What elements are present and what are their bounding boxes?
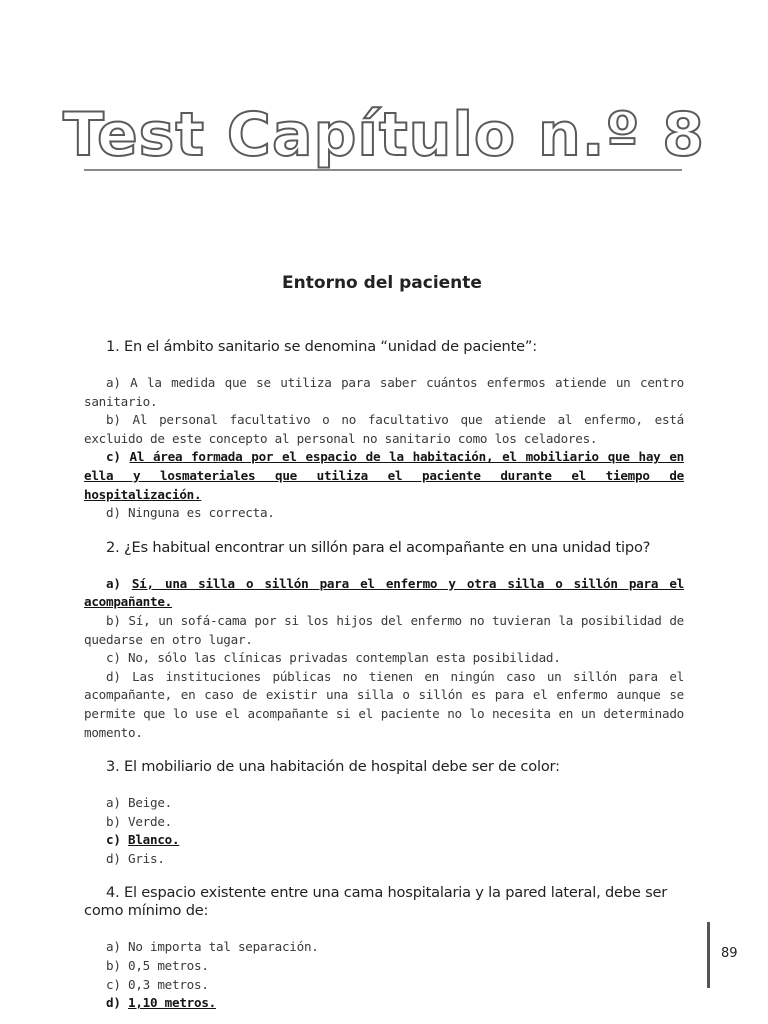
question-text: 3. El mobiliario de una habitación de hospital debe ser de color: bbox=[106, 758, 560, 776]
answer-option: a) No importa tal separación. bbox=[106, 939, 319, 955]
page-number: 89 bbox=[721, 946, 738, 961]
chapter-title: Test Capítulo n.º 8 bbox=[62, 100, 706, 170]
answer-option: c) No, sólo las clínicas privadas contemplan esta posibilidad. bbox=[106, 650, 561, 666]
question-list bbox=[84, 338, 684, 1013]
correct-answer-text: Al área formada por el espacio de la habitación, el mobiliario que hay en ella y losmateriales que utiliza el paciente durante el tiempo de hospitalización. bbox=[84, 449, 684, 502]
option-letter: d) bbox=[106, 995, 128, 1011]
question-2 bbox=[84, 539, 684, 742]
question-4 bbox=[84, 884, 684, 1012]
answer-list bbox=[84, 938, 684, 1012]
question-1 bbox=[84, 338, 684, 523]
option-letter: c) bbox=[106, 832, 128, 848]
answer-option: c) 0,3 metros. bbox=[106, 976, 209, 992]
answer-list bbox=[84, 374, 684, 523]
option-letter: c) bbox=[106, 449, 130, 465]
answer-option: b) Sí, un sofá-cama por si los hijos del enfermo no tuvieran la posibilidad de quedarse en otro lugar. bbox=[84, 612, 684, 647]
question-text: 2. ¿Es habitual encontrar un sillón para el acompañante en una unidad tipo? bbox=[106, 538, 651, 556]
question-text: 4. El espacio existente entre una cama hospitalaria y la pared lateral, debe ser como mínimo de: bbox=[84, 884, 668, 920]
correct-answer-option bbox=[84, 448, 684, 504]
section-title: Entorno del paciente bbox=[282, 273, 482, 293]
answer-list bbox=[84, 794, 684, 868]
answer-option: d) Las instituciones públicas no tienen en ningún caso un sillón para el acompañante, en caso de existir una silla o sillón es para el enfermo aunque se permite que lo use el acompañante si el paciente no lo necesita en un determinado momento. bbox=[84, 668, 684, 740]
correct-answer-option bbox=[84, 994, 684, 1013]
page-marker-bar bbox=[707, 922, 710, 988]
option-letter: a) bbox=[106, 575, 132, 591]
answer-option: b) 0,5 metros. bbox=[106, 958, 209, 974]
correct-answer-text: Blanco. bbox=[128, 832, 180, 848]
question-3 bbox=[84, 758, 684, 868]
question-text: 1. En el ámbito sanitario se denomina “unidad de paciente”: bbox=[106, 338, 537, 355]
correct-answer-text: 1,10 metros. bbox=[128, 995, 216, 1011]
answer-option: a) Beige. bbox=[106, 795, 172, 811]
answer-list bbox=[84, 575, 684, 742]
answer-option: b) Al personal facultativo o no facultativo que atiende al enfermo, está excluido de este concepto al personal no sanitario como los celadores. bbox=[84, 412, 684, 446]
answer-option: a) A la medida que se utiliza para saber cuántos enfermos atiende un centro sanitario. bbox=[84, 375, 684, 409]
correct-answer-option bbox=[84, 831, 684, 850]
correct-answer-text: Sí, una silla o sillón para el enfermo y otra silla o sillón para el acompañante. bbox=[84, 575, 684, 610]
answer-option: d) Ninguna es correcta. bbox=[106, 505, 275, 521]
answer-option: d) Gris. bbox=[106, 850, 165, 866]
title-divider bbox=[84, 169, 682, 171]
correct-answer-option bbox=[84, 575, 684, 612]
answer-option: b) Verde. bbox=[106, 813, 172, 829]
